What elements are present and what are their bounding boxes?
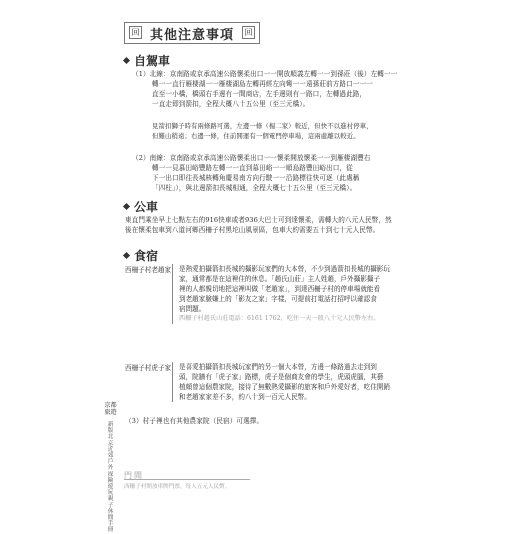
section-heading-car: 自駕車 [124,52,170,69]
text-line: 見箭扣獅子時有兩條路可選，左邊一條（楊二家）較近，但快不以進村停車， [152,122,373,130]
text-line: 宿問題。 [179,305,206,313]
footer-logo: 門聞 [124,471,144,480]
footer-note: 西柵子村開放車牌門票，每人五元人民幣。 [124,484,231,490]
text-line: 植頗曾這個農家院，接待了無數熱愛攝影的旅客和戶外愛好者，吃住開銷 [179,383,390,391]
text-line: 東直門乘坐早上七點左右的916快車或者936大巴士可到達懷柔，需轉大的八元人民幣，然 [125,216,392,224]
text-line: 家，通常都是在這裡住的休息。「趙氏山莊」主人姓趙，戶外攝影攝子 [179,275,381,283]
text-line: （1）北線：京南路或京承高速公路懷柔出口一一開放順義左轉一一到孫莊（後）左轉一一 [132,70,398,78]
food-item-address: 西柵子村趙氏山莊電話：6161 1762，吃住一天一般八十元人民幣左右。 [179,315,380,322]
diamond-bullet-icon [123,203,130,210]
food-item-name: 西柵子村老趙家： [125,266,178,274]
title-ornament-right: 回 [242,26,255,39]
text-line: 是熱愛拍攝箭扣長城的攝影玩家們的大本營，不少到過箭扣長城的攝影玩 [179,265,390,273]
text-line: 轉一一見慕田峪豐路左轉一一直到慕田峪一一順島路豐田峪出口，從 [152,164,353,172]
text-line: 一直走即到箭扣，全程大概八十五公里（至三元橋）。 [152,100,310,108]
text-line: 直至一小橋，橋頭右手邊有一間商店，左手邊則有一路口，左轉過此路， [152,90,367,98]
page-title: 其他注意事項 [149,27,234,43]
text-line: 到老趙家臉嫌上的「影友之家」字樣，可提前打電話打招呼以確認食 [179,295,377,303]
footer-divider [124,479,250,480]
bus-paragraph [125,215,393,235]
diamond-bullet-icon [123,57,130,64]
page-title-box [124,22,260,44]
text-line: （2）南線：京南路或京承高速公路懷柔出口一一懷柔開放懷柔一一到雁棲湖豐右 [132,154,371,162]
food-item-description [172,264,392,324]
car-route-north-note [152,121,390,141]
text-line: 後在懷柔包車到八道河鄉西柵子村黑坨山風景區，包車大約需要五十到七十元人民幣。 [125,226,380,234]
title-ornament-left: 回 [129,26,142,39]
car-route-south [132,153,390,193]
text-line: （3）村子裡也有其他農家院（民宿）可選擇。 [125,417,264,425]
sidebar-vertical-text: 新版北京近郊戶外探險遊玩親子休閒手冊 [107,422,114,534]
sidebar-tab: 京都 旅遊 [104,402,117,416]
food-note [125,416,393,426]
car-route-north [132,69,398,109]
food-item-name: 西柵子村虎子家： [125,364,178,372]
text-line: 頭，院牆有「虎子家」路標，虎子是個商友會的學生，虎頭虎腦，其藝 [179,373,384,381]
section-heading-food: 食宿 [124,247,158,264]
section-heading-bus: 公車 [124,198,158,215]
food-item-description [172,362,392,402]
text-line: 「四柱」），與北邊箭扣長城相通，全程大概七十五公里（至三元橋）。 [152,184,357,192]
text-line: 裡的人都親切地把這裡叫做「老趙家」，到達西柵子村的停車場就能看 [179,285,381,293]
diamond-bullet-icon [123,252,130,259]
text-line: 但難山稍遠；右邊一條，住前開運有一個電門停車場，這兩處離以較近。 [152,132,360,140]
text-line: 和老趙家家差不多，約八十到一百元人民幣。 [179,393,311,401]
text-line: 下一出口即往長城核轉角慶易南方向行駛一一沿路標往快可逐（此處稱 [152,174,360,182]
text-line: 轉一一直行雁棲湖一一雁棲湖島左轉再經左向彎一一遠孫莊前方路口一一一 [152,80,373,88]
text-line: 是喜愛拍攝箭扣長城玩家們的另一個大本營，方邊一條路過去走到到 [179,363,377,371]
